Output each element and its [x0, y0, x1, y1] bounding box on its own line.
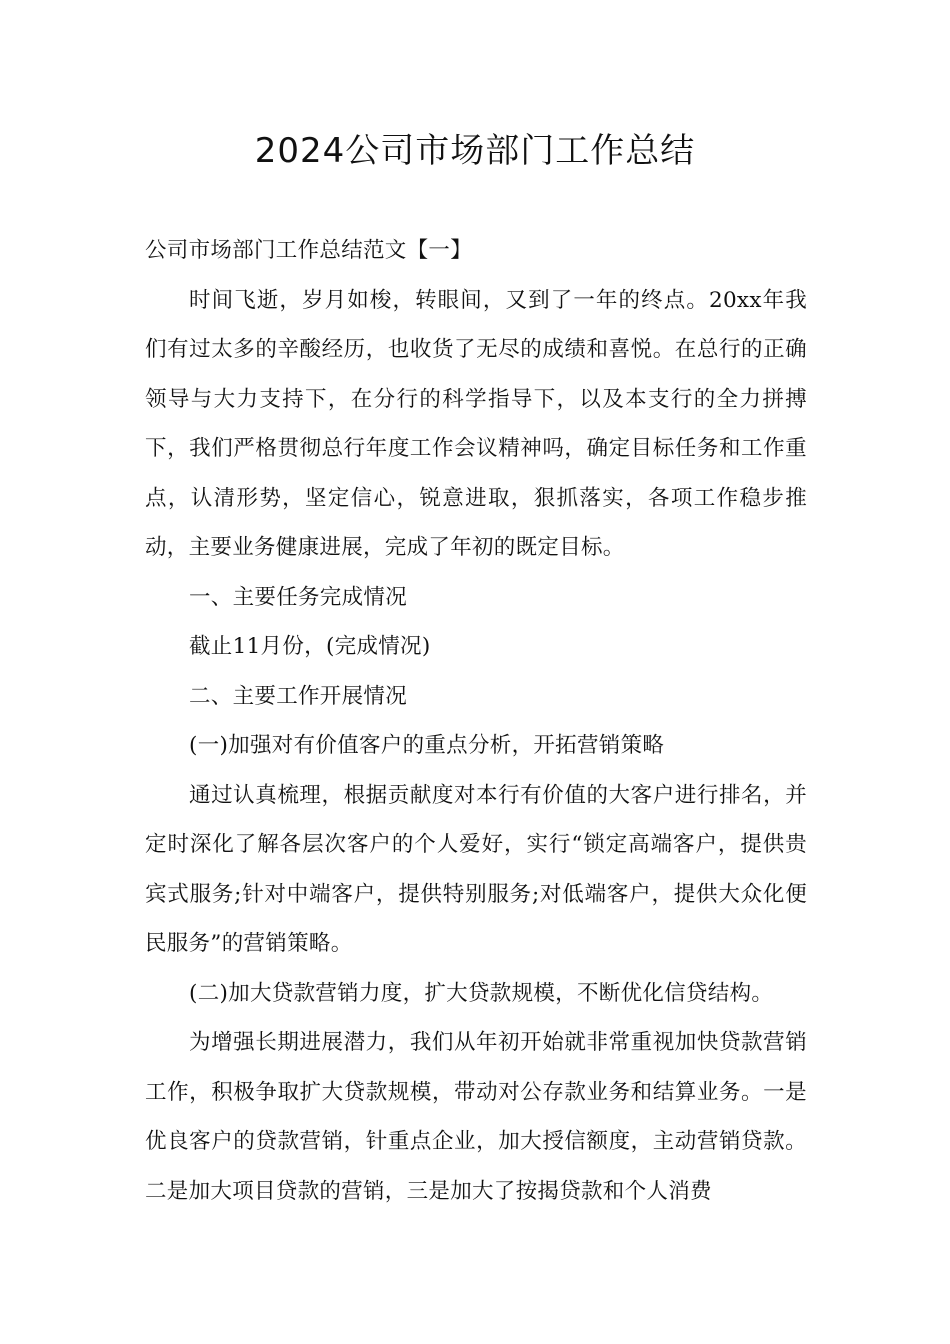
- paragraph-intro: 时间飞逝，岁月如梭，转眼间，又到了一年的终点。20xx年我们有过太多的辛酸经历，也收货了无尽的成绩和喜悦。在总行的正确领导与大力支持下，在分行的科学指导下，以及本支行的全力拼搏下，我们严格贯彻总行年度工作会议精神吗，确定目标任务和工作重点，认清形势，坚定信心，锐意进取，狠抓落实，各项工作稳步推动，主要业务健康进展，完成了年初的既定目标。: [145, 287, 807, 560]
- subheading-customer-analysis: (一)加强对有价值客户的重点分析，开拓营销策略: [189, 733, 665, 758]
- document-subtitle: 公司市场部门工作总结范文【一】: [145, 238, 473, 263]
- paragraph-loan-marketing: 为增强长期进展潜力，我们从年初开始就非常重视加快贷款营销工作，积极争取扩大贷款规模，带动对公存款业务和结算业务。一是优良客户的贷款营销，针重点企业，加大授信额度，主动营销贷款。二是加大项目贷款的营销，三是加大了按揭贷款和个人消费: [145, 1030, 807, 1204]
- paragraph-customer-analysis: 通过认真梳理，根据贡献度对本行有价值的大客户进行排名，并定时深化了解各层次客户的个人爱好，实行“锁定高端客户，提供贵宾式服务;针对中端客户，提供特别服务;对低端客户，提供大众化便民服务”的营销策略。: [145, 782, 807, 956]
- document-body: [145, 226, 807, 1216]
- subheading-loan-marketing: (二)加大贷款营销力度，扩大贷款规模，不断优化信贷结构。: [189, 980, 774, 1006]
- paragraph-completion-status: 截止11月份，(完成情况): [189, 634, 431, 659]
- heading-main-work: 二、主要工作开展情况: [189, 683, 408, 709]
- heading-main-tasks: 一、主要任务完成情况: [189, 584, 408, 610]
- document-title: 2024公司市场部门工作总结: [254, 131, 696, 171]
